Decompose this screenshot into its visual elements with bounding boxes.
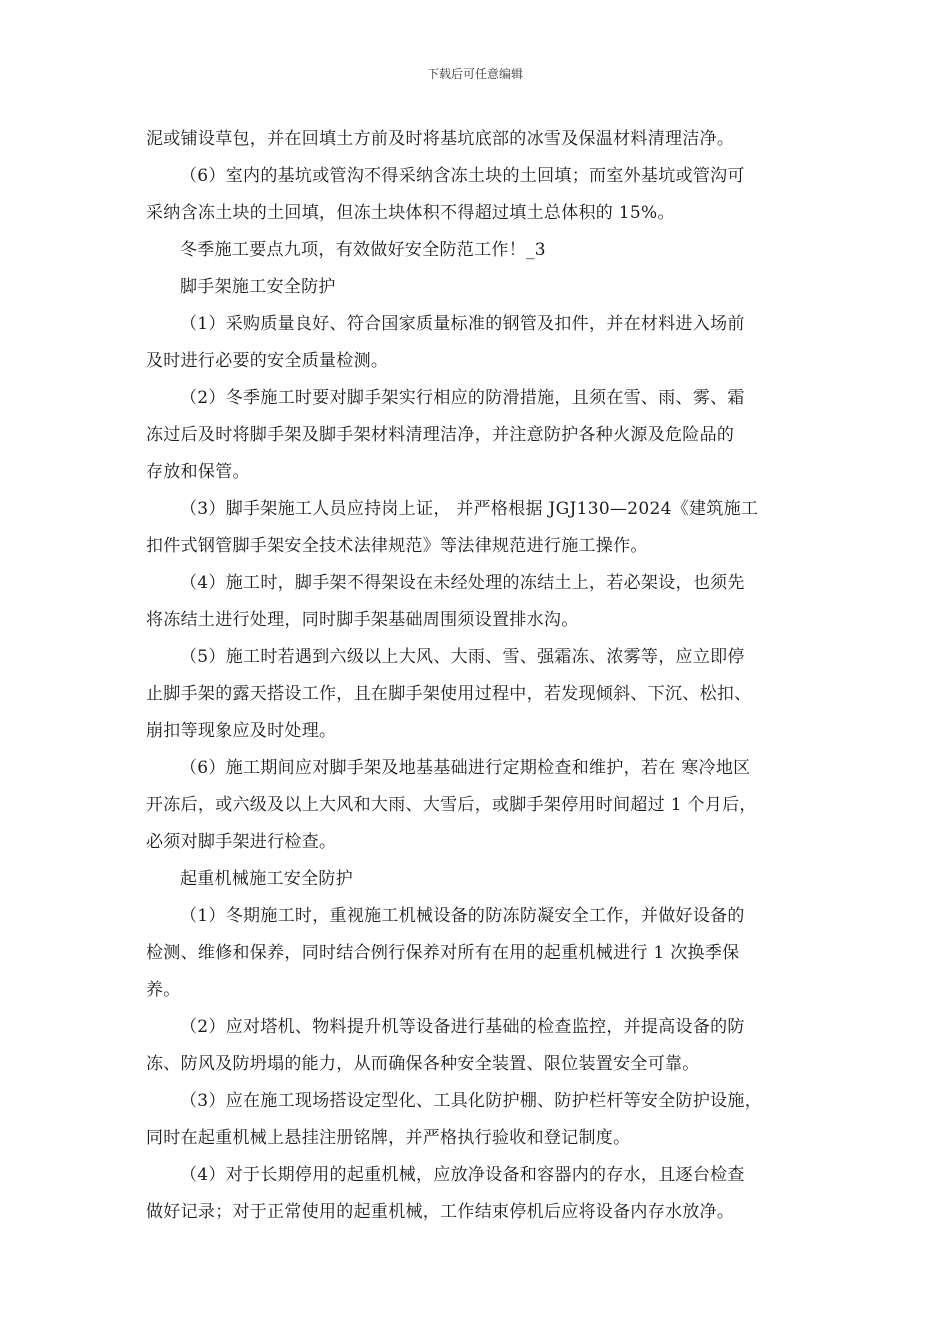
text-line: （3）脚手架施工人员应持岗上证， 并严格根据 JGJ130—2024《建筑施工 xyxy=(180,499,759,519)
text-line: 及时进行必要的安全质量检测。 xyxy=(146,351,389,371)
text-line: 扣件式钢管脚手架安全技术法律规范》等法律规范进行施工操作。 xyxy=(146,536,648,556)
text-line: 必须对脚手架进行检查。 xyxy=(146,832,337,852)
text-line: 崩扣等现象应及时处理。 xyxy=(146,721,337,741)
text-line: 同时在起重机械上悬挂注册铭牌，并严格执行验收和登记制度。 xyxy=(146,1128,631,1148)
text-line: 冻、防风及防坍塌的能力，从而确保各种安全装置、限位装置安全可靠。 xyxy=(146,1054,700,1074)
text-line: （3）应在施工现场搭设定型化、工具化防护棚、防护栏杆等安全防护设施， xyxy=(180,1091,763,1111)
text-line: 采纳含冻土块的土回填，但冻土块体积不得超过填土总体积的 15%。 xyxy=(146,203,675,223)
text-line: 泥或铺设草包，并在回填土方前及时将基坑底部的冰雪及保温材料清理洁净。 xyxy=(146,129,735,149)
text-line: （2）应对塔机、物料提升机等设备进行基础的检查监控，并提高设备的防 xyxy=(180,1017,745,1037)
document-body xyxy=(146,121,836,1231)
text-line: （6）施工期间应对脚手架及地基基础进行定期检查和维护，若在 寒冷地区 xyxy=(180,758,751,778)
text-line: （1）采购质量良好、符合国家质量标准的钢管及扣件，并在材料进入场前 xyxy=(180,314,745,334)
text-line: （2）冬季施工时要对脚手架实行相应的防滑措施，且须在雪、雨、雾、霜 xyxy=(180,388,745,408)
text-line: 存放和保管。 xyxy=(146,462,250,482)
text-line: 开冻后，或六级及以上大风和大雨、大雪后，或脚手架停用时间超过 1 个月后， xyxy=(146,795,757,815)
text-line: （5）施工时若遇到六级以上大风、大雨、雪、强霜冻、浓雾等，应立即停 xyxy=(180,647,745,667)
text-line: （4）对于长期停用的起重机械，应放净设备和容器内的存水，且逐台检查 xyxy=(180,1165,745,1185)
text-line: 将冻结土进行处理，同时脚手架基础周围须设置排水沟。 xyxy=(146,610,579,630)
text-line: （1）冬期施工时，重视施工机械设备的防冻防凝安全工作，并做好设备的 xyxy=(180,906,745,926)
text-line: 做好记录；对于正常使用的起重机械，工作结束停机后应将设备内存水放净。 xyxy=(146,1202,735,1222)
page-header-note: 下载后可任意编辑 xyxy=(426,67,523,81)
text-line: 止脚手架的露天搭设工作，且在脚手架使用过程中，若发现倾斜、下沉、松扣、 xyxy=(146,684,752,704)
text-line: 冬季施工要点九项，有效做好安全防范工作！_3 xyxy=(180,240,546,260)
text-line: 检测、维修和保养，同时结合例行保养对所有在用的起重机械进行 1 次换季保 xyxy=(146,943,740,963)
text-line: 起重机械施工安全防护 xyxy=(180,869,353,889)
text-line: （6）室内的基坑或管沟不得采纳含冻土块的土回填；而室外基坑或管沟可 xyxy=(180,166,745,186)
text-line: 冻过后及时将脚手架及脚手架材料清理洁净，并注意防护各种火源及危险品的 xyxy=(146,425,735,445)
text-line: 养。 xyxy=(146,980,181,1000)
text-line: 脚手架施工安全防护 xyxy=(180,277,336,297)
text-line: （4）施工时，脚手架不得架设在未经处理的冻结土上，若必架设，也须先 xyxy=(180,573,745,593)
